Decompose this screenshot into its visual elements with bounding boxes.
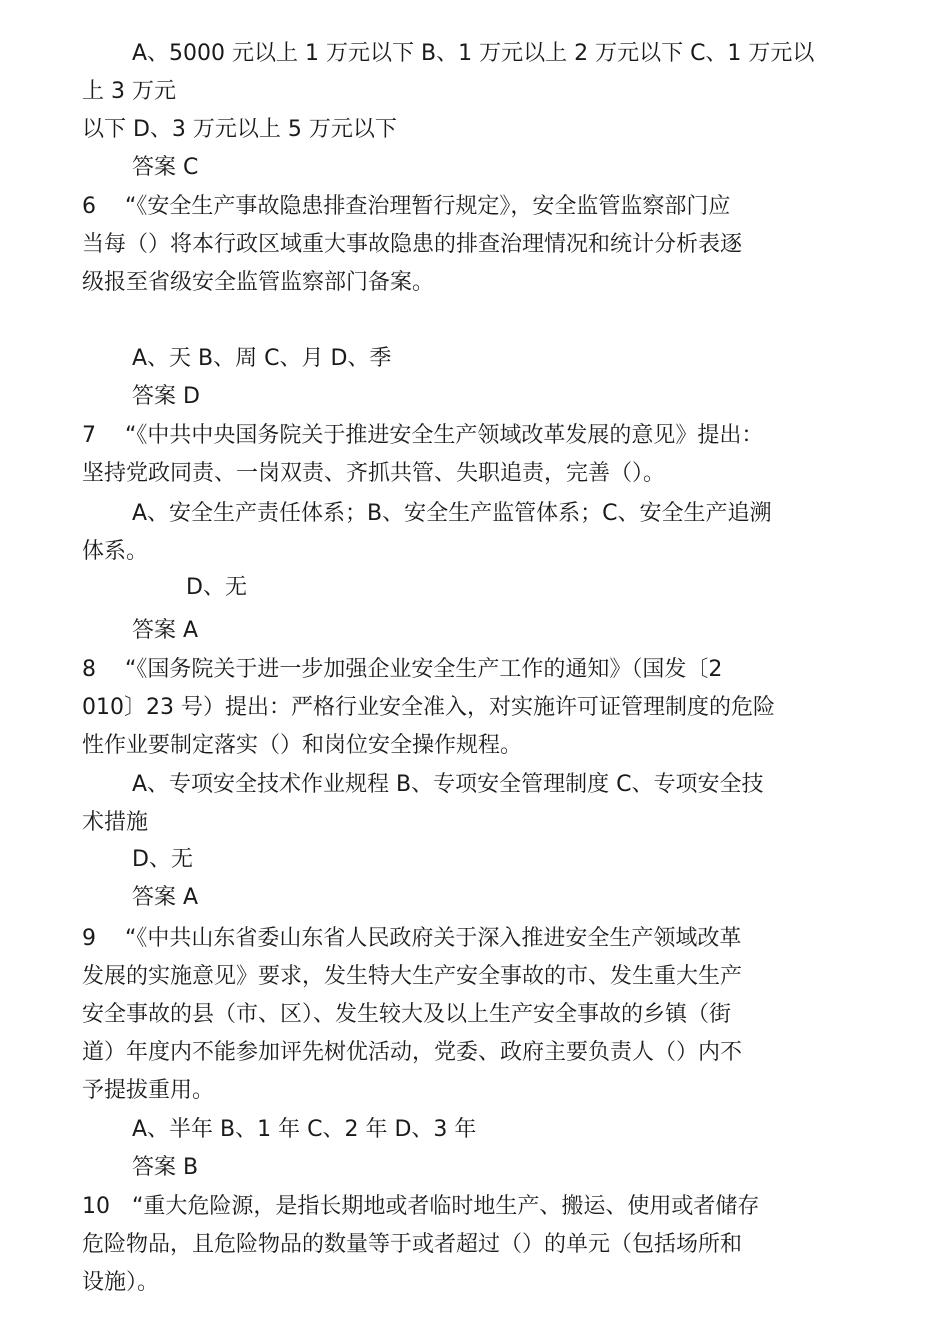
q7-option-d: D、无 — [186, 575, 247, 600]
q5-options-line-1: A、5000 元以上 1 万元以下 B、1 万元以上 2 万元以下 C、1 万元以 — [132, 41, 815, 66]
q8-text-line-1: 8 “《国务院关于进一步加强企业安全生产工作的通知》（国发〔2 — [82, 657, 723, 682]
q10-text-line-3: 设施）。 — [82, 1270, 160, 1295]
q10-text-line-2: 危险物品，且危险物品的数量等于或者超过（）的单元（包括场所和 — [82, 1232, 743, 1257]
q9-text-line-1: 9 “《中共山东省委山东省人民政府关于深入推进安全生产领域改革 — [82, 926, 742, 951]
q6-text-line-3: 级报至省级安全监管监察部门备案。 — [82, 270, 435, 295]
q8-text-line-3: 性作业要制定落实（）和岗位安全操作规程。 — [82, 733, 523, 758]
q5-options-line-2: 上 3 万元 — [82, 79, 176, 104]
q7-options-line-1: A、安全生产责任体系；B、安全生产监管体系；C、安全生产追溯 — [132, 501, 772, 526]
q7-options-line-2: 体系。 — [82, 539, 149, 564]
q6-text-line-2: 当每（）将本行政区域重大事故隐患的排查治理情况和统计分析表逐 — [82, 232, 743, 257]
q9-text-line-3: 安全事故的县（市、区）、发生较大及以上生产安全事故的乡镇（街 — [82, 1002, 732, 1027]
q6-options: A、天 B、周 C、月 D、季 — [132, 346, 392, 371]
q9-answer: 答案 B — [132, 1155, 199, 1180]
q8-answer: 答案 A — [132, 885, 199, 910]
q7-text-line-1: 7 “《中共中央国务院关于推进安全生产领域改革发展的意见》提出： — [82, 423, 764, 448]
q9-text-line-4: 道）年度内不能参加评先树优活动，党委、政府主要负责人（）内不 — [82, 1040, 743, 1065]
q5-options-line-3: 以下 D、3 万元以上 5 万元以下 — [82, 117, 397, 142]
q9-text-line-2: 发展的实施意见》要求，发生特大生产安全事故的市、发生重大生产 — [82, 964, 743, 989]
q8-option-d: D、无 — [132, 847, 193, 872]
q6-answer: 答案 D — [132, 384, 200, 409]
q9-options: A、半年 B、1 年 C、2 年 D、3 年 — [132, 1117, 477, 1142]
q6-text-line-1: 6 “《安全生产事故隐患排查治理暂行规定》，安全监管监察部门应 — [82, 194, 731, 219]
q5-answer: 答案 C — [132, 155, 199, 180]
q7-text-line-2: 坚持党政同责、一岗双责、齐抓共管、失职追责，完善（）。 — [82, 461, 666, 486]
q9-text-line-5: 予提拔重用。 — [82, 1078, 215, 1103]
q8-options-line-2: 术措施 — [82, 810, 149, 835]
q7-answer: 答案 A — [132, 618, 199, 643]
q8-text-line-2: 010〕23 号）提出：严格行业安全准入，对实施许可证管理制度的危险 — [82, 695, 775, 720]
q10-text-line-1: 10 “重大危险源，是指长期地或者临时地生产、搬运、使用或者储存 — [82, 1194, 760, 1219]
q8-options-line-1: A、专项安全技术作业规程 B、专项安全管理制度 C、专项安全技 — [132, 772, 764, 797]
